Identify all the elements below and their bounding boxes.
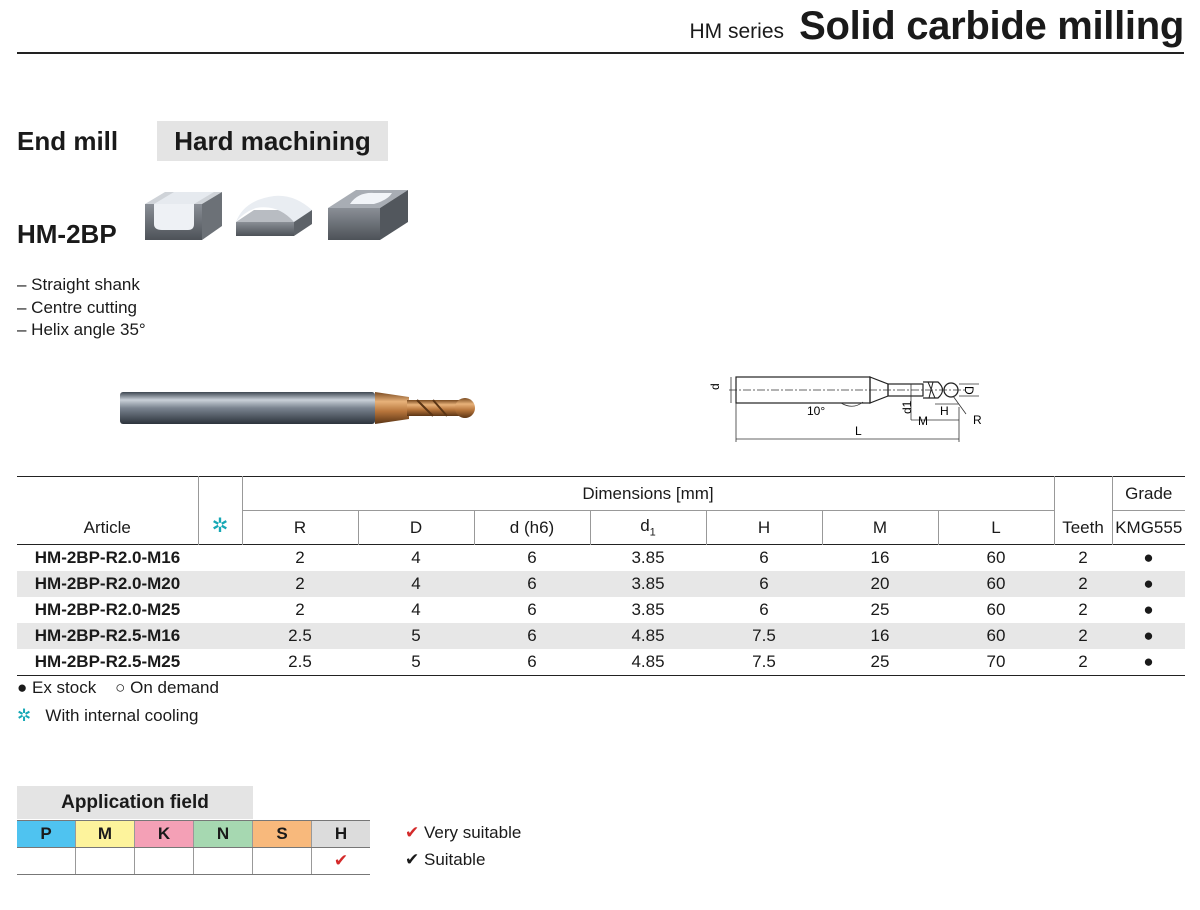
cell-r: 2.5 — [242, 623, 358, 649]
cell-r: 2 — [295, 548, 305, 567]
very-suitable-legend — [405, 823, 521, 843]
cell-m: 25 — [870, 652, 890, 671]
drawing-label-M: M — [918, 414, 928, 428]
cell-grade: ● — [1143, 548, 1154, 567]
feature-item: – Straight shank — [17, 275, 140, 294]
col-header-L: L — [938, 511, 1054, 545]
spec-table — [17, 476, 1185, 676]
end-mill-photo — [117, 385, 482, 430]
cell-h: 7.5 — [706, 623, 822, 649]
feature-item: – Helix angle 35° — [17, 320, 146, 339]
table-row — [17, 571, 1185, 597]
category-label: End mill — [17, 126, 119, 156]
cell-grade: ● — [1112, 623, 1185, 649]
cell-d: 5 — [411, 652, 421, 671]
cooling-icon: ✲ — [198, 477, 242, 545]
col-header-R: R — [242, 511, 358, 545]
cell-h: 6 — [759, 600, 769, 619]
cell-m: 25 — [870, 600, 890, 619]
pocket-block-icon — [328, 190, 408, 240]
table-row — [17, 623, 1185, 649]
suitability-mark-h: ✔ — [312, 848, 371, 875]
col-header-d1-main: d — [640, 516, 650, 536]
cell-grade: ● — [1143, 600, 1154, 619]
drawing-label-D: D — [962, 386, 976, 395]
cell-d1: 4.85 — [590, 623, 706, 649]
col-header-grade-kmg555: KMG555 — [1112, 511, 1185, 545]
col-header-H: H — [706, 511, 822, 545]
feature-item: – Centre cutting — [17, 298, 138, 317]
legend-on-demand: ○ On demand — [115, 678, 219, 697]
col-header-teeth: Teeth — [1054, 477, 1112, 545]
col-header-article: Article — [83, 518, 131, 537]
workpiece-shapes-icon — [140, 182, 415, 244]
cooling-legend-icon: ✲ — [17, 706, 32, 725]
cell-d: 6 — [527, 600, 537, 619]
group-header-grade: Grade — [1112, 477, 1185, 511]
technical-drawing — [703, 362, 993, 447]
drawing-label-H: H — [940, 404, 949, 418]
cell-l: 60 — [986, 548, 1006, 567]
article-cell: HM-2BP-R2.0-M16 — [34, 548, 181, 567]
cell-d1: 3.85 — [590, 571, 706, 597]
cell-m: 20 — [822, 571, 938, 597]
cell-teeth: 2 — [1078, 600, 1088, 619]
legend-stock — [17, 678, 219, 698]
drawing-label-d1: d1 — [900, 400, 914, 414]
cell-l: 60 — [986, 600, 1006, 619]
cell-d: 4 — [358, 571, 474, 597]
legend-cooling-text: With internal cooling — [45, 706, 199, 725]
very-suitable-check-icon: ✔ — [405, 823, 420, 842]
col-header-D: D — [358, 511, 474, 545]
cell-l: 70 — [986, 652, 1006, 671]
cell-m: 16 — [822, 623, 938, 649]
series-label: HM series — [689, 20, 784, 43]
model-code: HM-2BP — [17, 219, 117, 249]
article-cell: HM-2BP-R2.0-M20 — [17, 571, 198, 597]
cell-d: 6 — [527, 652, 537, 671]
material-n: N — [194, 821, 253, 848]
col-header-d1 — [590, 511, 706, 545]
cell-h: 6 — [706, 571, 822, 597]
application-field-table — [17, 820, 370, 875]
u-channel-icon — [145, 192, 222, 240]
cell-r: 2.5 — [288, 652, 312, 671]
table-row — [17, 545, 1185, 572]
drawing-label-L: L — [855, 424, 862, 438]
suitability-mark-s — [253, 848, 312, 875]
suitability-mark-n — [194, 848, 253, 875]
material-h: H — [312, 821, 371, 848]
suitable-label: Suitable — [423, 850, 486, 869]
cooling-cell — [198, 623, 242, 649]
article-cell: HM-2BP-R2.5-M25 — [34, 652, 181, 671]
cooling-cell — [198, 597, 242, 623]
cell-d: 4 — [411, 600, 421, 619]
cooling-cell — [198, 649, 242, 676]
cell-d: 6 — [474, 571, 590, 597]
cell-d: 6 — [527, 548, 537, 567]
col-header-d-h6: d (h6) — [474, 511, 590, 545]
material-s: S — [253, 821, 312, 848]
cell-grade: ● — [1112, 571, 1185, 597]
convex-surface-icon — [236, 196, 312, 236]
application-field-title: Application field — [17, 786, 253, 819]
cell-l: 60 — [938, 623, 1054, 649]
very-suitable-label: Very suitable — [423, 823, 522, 842]
material-p: P — [17, 821, 76, 848]
material-k: K — [135, 821, 194, 848]
cell-d1: 3.85 — [631, 600, 665, 619]
cell-teeth: 2 — [1054, 571, 1112, 597]
col-header-M: M — [822, 511, 938, 545]
cell-d1: 3.85 — [631, 548, 665, 567]
article-cell: HM-2BP-R2.0-M25 — [34, 600, 181, 619]
suitable-legend — [405, 850, 485, 870]
cell-grade: ● — [1143, 652, 1154, 671]
suitable-check-icon: ✔ — [405, 850, 420, 869]
cell-m: 16 — [870, 548, 890, 567]
cell-r: 2 — [295, 600, 305, 619]
cell-d: 6 — [474, 623, 590, 649]
application-badge: Hard machining — [157, 121, 388, 161]
drawing-label-R: R — [973, 413, 982, 427]
cell-teeth: 2 — [1054, 623, 1112, 649]
cell-teeth: 2 — [1078, 652, 1088, 671]
suitability-mark-p — [17, 848, 76, 875]
page-title: Solid carbide milling — [799, 4, 1184, 48]
cell-teeth: 2 — [1078, 548, 1088, 567]
cell-d: 5 — [358, 623, 474, 649]
cell-d1: 4.85 — [631, 652, 665, 671]
cell-l: 60 — [938, 571, 1054, 597]
group-header-dimensions: Dimensions [mm] — [242, 477, 1054, 511]
article-cell: HM-2BP-R2.5-M16 — [17, 623, 198, 649]
suitability-mark-m — [76, 848, 135, 875]
drawing-label-angle: 10° — [807, 404, 826, 418]
cell-r: 2 — [242, 571, 358, 597]
table-row — [17, 597, 1185, 623]
suitability-mark-k — [135, 848, 194, 875]
header-divider — [17, 52, 1184, 54]
cooling-cell — [198, 571, 242, 597]
legend-cooling — [17, 706, 199, 726]
material-m: M — [76, 821, 135, 848]
cell-h: 7.5 — [752, 652, 776, 671]
col-header-d1-sub: 1 — [649, 526, 656, 539]
legend-ex-stock: ● Ex stock — [17, 678, 97, 697]
cell-d: 4 — [411, 548, 421, 567]
drawing-label-d: d — [708, 383, 722, 390]
cell-h: 6 — [759, 548, 769, 567]
cooling-cell — [198, 545, 242, 572]
table-row — [17, 649, 1185, 676]
